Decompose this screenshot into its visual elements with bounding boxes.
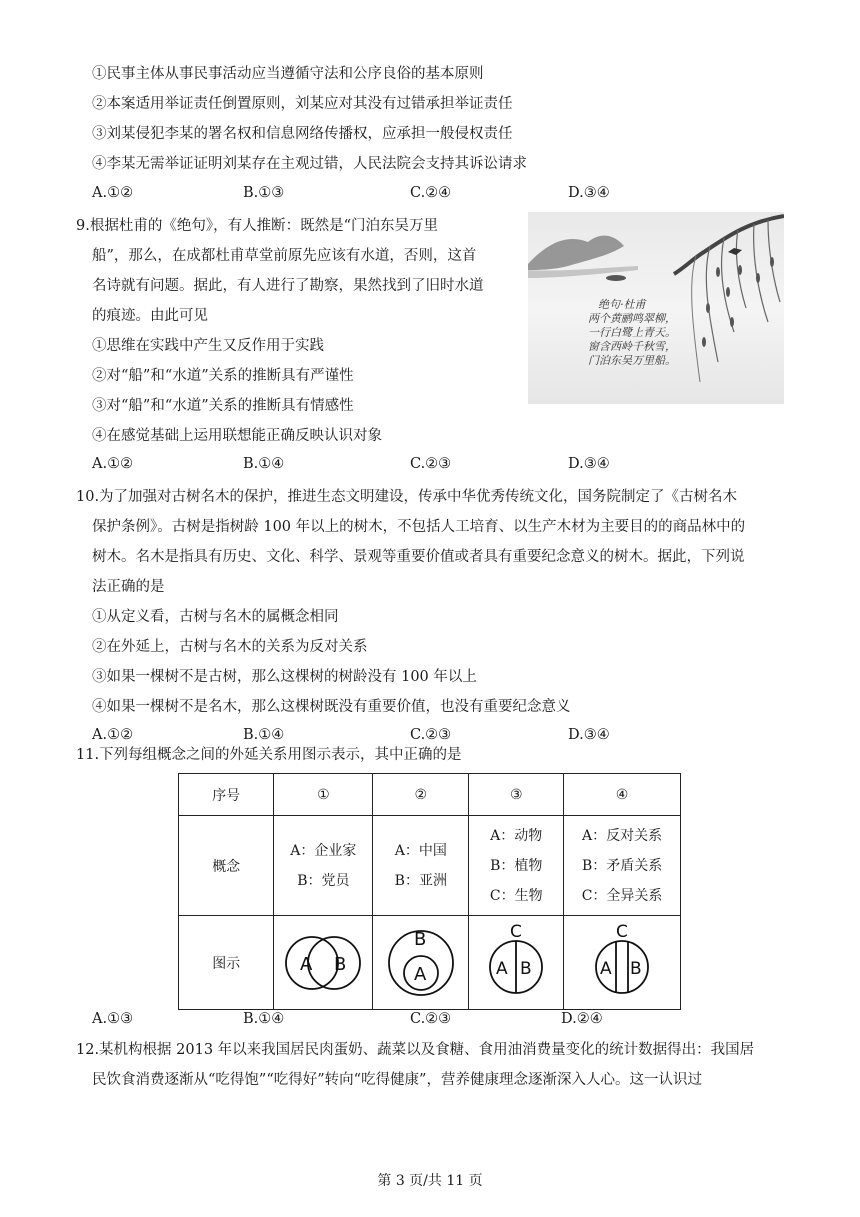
concept-3a: A：动物: [490, 827, 543, 844]
q8-option-c[interactable]: C.②④: [410, 185, 452, 201]
q10-stem-1: 10.为了加强对古树名木的保护，推进生态文明建设，传承中华优秀传统文化，国务院制定了《古树名木: [76, 489, 738, 505]
diagram-1-label-a: A: [300, 953, 313, 975]
q10-stem-2: 保护条例》。古树是指树龄 100 年以上的树木，不包括人工培育、以生产木材为主要目的的商品林中的: [92, 519, 746, 535]
diagram-3-label-c: C: [510, 921, 523, 942]
diagram-2: [373, 916, 469, 1010]
diagram-1: [274, 916, 373, 1010]
q9-option-c[interactable]: C.②③: [410, 456, 452, 472]
col-num-4: ④: [564, 774, 681, 816]
q9-stem-3: 名诗就有问题。据此，有人进行了勘察，果然找到了旧时水道: [92, 278, 484, 294]
q10-stem-3: 树木。名木是指具有历史、文化、科学、景观等重要价值或者具有重要纪念意义的树木。据此，下列说: [92, 549, 745, 565]
q11-option-d[interactable]: D.②④: [561, 1011, 603, 1027]
concept-3b: B：植物: [490, 857, 543, 874]
q12-stem-1: 12.某机构根据 2013 年以来我国居民肉蛋奶、蔬菜以及食糖、食用油消费量变化的统计数据得出：我国居: [76, 1042, 755, 1058]
diagram-3-label-b: B: [520, 958, 532, 979]
concept-1b: B：党员: [297, 872, 350, 889]
table-row-number: [179, 774, 681, 816]
row-header-diagrams: 图示: [179, 916, 274, 1010]
table-row-diagrams: [179, 916, 681, 1010]
concepts-3: [469, 816, 564, 916]
poem-line-1: 两个黄鹂鸣翠柳，: [588, 312, 676, 325]
diagram-4: [564, 916, 681, 1010]
q8-statement-1: ①民事主体从事民事活动应当遵循守法和公序良俗的基本原则: [92, 66, 484, 82]
col-num-1: ①: [274, 774, 373, 816]
concept-1a: A：企业家: [290, 842, 357, 859]
q10-option-d[interactable]: D.③④: [568, 727, 610, 743]
diagram-2-label-a: A: [413, 963, 427, 985]
q9-stem-4: 的痕迹。由此可见: [92, 308, 208, 324]
diagram-4-label-c: C: [616, 921, 628, 942]
q9-option-d[interactable]: D.③④: [568, 456, 610, 472]
three-part-circle-diagram-icon: [577, 921, 667, 1001]
q10-options: [92, 727, 792, 747]
concepts-2: [373, 816, 469, 916]
q10-stem-4: 法正确的是: [92, 579, 165, 595]
q10-option-b[interactable]: B.①④: [243, 727, 285, 743]
q10-statement-4: ④如果一棵树不是名木，那么这棵树既没有重要价值，也没有重要纪念意义: [92, 699, 571, 715]
q9-statement-4: ④在感觉基础上运用联想能正确反映认识对象: [92, 428, 382, 444]
q9-option-b[interactable]: B.①④: [243, 456, 285, 472]
q11-option-c[interactable]: C.②③: [410, 1011, 452, 1027]
q9-statement-3: ③对“船”和“水道”关系的推断具有情感性: [92, 398, 354, 414]
concepts-1: [274, 816, 373, 916]
concepts-4: [564, 816, 681, 916]
q11-stem: 11.下列每组概念之间的外延关系用图示表示，其中正确的是: [76, 747, 462, 763]
q11-options: [92, 1011, 792, 1031]
concept-4a: A：反对关系: [582, 827, 663, 844]
table-row-concepts: [179, 816, 681, 916]
q9-stem-2: 船”，那么，在成都杜甫草堂前原先应该有水道，否则，这首: [92, 248, 477, 264]
concept-4b: B：矛盾关系: [581, 857, 663, 874]
concept-2b: B：亚洲: [394, 872, 447, 889]
q8-options: [92, 185, 792, 205]
diagram-2-label-b: B: [413, 928, 427, 950]
q8-option-b[interactable]: B.①③: [243, 185, 285, 201]
concept-4c: C：全异关系: [581, 887, 663, 904]
col-num-2: ②: [373, 774, 469, 816]
q12-stem-2: 民饮食消费逐渐从“吃得饱”“吃得好”转向“吃得健康”，营养健康理念逐渐深入人心。这一认识过: [92, 1072, 702, 1088]
q8-statement-4: ④李某无需举证证明刘某存在主观过错，人民法院会支持其诉讼请求: [92, 156, 527, 172]
diagram-3-label-a: A: [496, 958, 508, 979]
poem-line-2: 一行白鹭上青天。: [588, 326, 676, 339]
page-footer: 第 3 页/共 11 页: [377, 1173, 483, 1189]
q9-statement-1: ①思维在实践中产生又反作用于实践: [92, 338, 324, 354]
q8-option-a[interactable]: A.①②: [92, 185, 134, 201]
concept-2a: A：中国: [394, 842, 447, 859]
q9-options: [92, 456, 792, 476]
row-header-number: 序号: [179, 774, 274, 816]
concept-3c: C：生物: [489, 887, 543, 904]
q8-statement-2: ②本案适用举证责任倒置原则，刘某应对其没有过错承担举证责任: [92, 96, 513, 112]
q10-statement-2: ②在外延上，古树与名木的关系为反对关系: [92, 639, 368, 655]
overlapping-circles-diagram-icon: [278, 926, 368, 996]
diagram-4-label-b: B: [630, 958, 642, 979]
col-num-3: ③: [469, 774, 564, 816]
poem-line-4: 门泊东吴万里船。: [588, 354, 676, 367]
q11-option-b[interactable]: B.①④: [243, 1011, 285, 1027]
poem-ink-painting-image: [528, 212, 784, 404]
diagram-4-label-a: A: [600, 958, 612, 979]
q10-statement-1: ①从定义看，古树与名木的属概念相同: [92, 609, 339, 625]
split-circle-diagram-icon: [476, 921, 556, 1001]
poem-title: 绝句·杜甫: [598, 298, 646, 311]
q11-option-a[interactable]: A.①③: [92, 1011, 134, 1027]
concept-relation-table: [178, 773, 681, 1010]
poem-handwriting: [588, 298, 676, 368]
q9-option-a[interactable]: A.①②: [92, 456, 134, 472]
q8-option-d[interactable]: D.③④: [568, 185, 610, 201]
diagram-3: [469, 916, 564, 1010]
nested-circles-diagram-icon: [376, 921, 466, 1001]
q10-statement-3: ③如果一棵树不是古树，那么这棵树的树龄没有 100 年以上: [92, 669, 477, 685]
q10-option-c[interactable]: C.②③: [410, 727, 452, 743]
poem-line-3: 窗含西岭千秋雪，: [588, 340, 676, 353]
diagram-1-label-b: B: [334, 953, 347, 975]
q9-statement-2: ②对“船”和“水道”关系的推断具有严谨性: [92, 368, 354, 384]
row-header-concepts: 概念: [179, 816, 274, 916]
q10-option-a[interactable]: A.①②: [92, 727, 134, 743]
q9-stem-1: 9.根据杜甫的《绝句》，有人推断：既然是“门泊东吴万里: [76, 218, 438, 234]
q8-statement-3: ③刘某侵犯李某的署名权和信息网络传播权，应承担一般侵权责任: [92, 126, 513, 142]
